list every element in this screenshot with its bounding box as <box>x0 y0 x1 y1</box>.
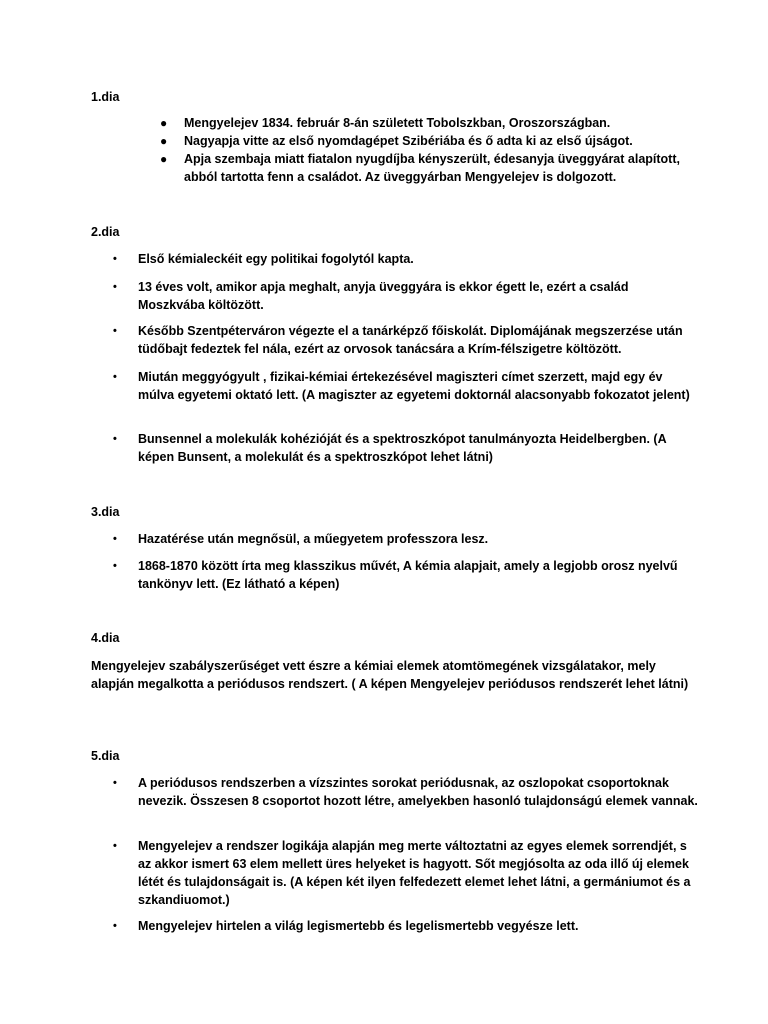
list-item: Mengyelejev a rendszer logikája alapján meg merte változtatni az egyes elemek sorrendjét, s az akkor ismert 63 elem mellett üres helyeket is hagyott. Sőt megjósolta az oda illő új elemek létét és tulajdonságait is. (A képen két ilyen felfedezett elemet lehet látni, a germániumot és a szkandiuomot.) <box>138 839 691 907</box>
list-item: Első kémialeckéit egy politikai fogolytól kapta. <box>138 252 414 266</box>
paragraph: Mengyelejev szabályszerűséget vett észre a kémiai elemek atomtömegének vizsgálatakor, mely alapján megalkotta a periódusos rendszert. ( A képen Mengyelejev periódusos rendszerét lehet látni) <box>91 659 689 691</box>
list-item: 1868-1870 között írta meg klasszikus művét, A kémia alapjait, amely a legjobb orosz nyelvű tankönyv lett. (Ez látható a képen) <box>138 559 678 591</box>
list-item: Hazatérése után megnősül, a műegyetem professzora lesz. <box>138 532 489 546</box>
list-item: Miután meggyógyult , fizikai-kémiai értekezésével magiszteri címet szerzett, majd egy év múlva egyetemi oktató lett. (A magiszter az egyetemi doktornál alacsonyabb fokozatot jelent) <box>138 370 690 402</box>
list-item: Később Szentpéterváron végezte el a tanárképző főiskolát. Diplomájának megszerzése után tüdőbajt fedeztek fel nála, ezért az orvosok tanácsára a Krím-félszigetre költözött. <box>138 324 683 356</box>
bullet-icon: • <box>113 325 117 337</box>
bullet-icon: • <box>113 840 117 852</box>
list-item: Apja szembaja miatt fiatalon nyugdíjba kényszerült, édesanyja üveggyárat alapított, abból tartotta fenn a családot. Az üveggyárban Mengyelejev is dolgozott. <box>184 152 680 184</box>
bullet-icon: • <box>113 777 117 789</box>
bullet-icon: • <box>113 371 117 383</box>
bullet-icon: • <box>113 433 117 445</box>
list-item: Bunsennel a molekulák kohézióját és a spektroszkópot tanulmányozta Heidelbergben. (A képen Bunsent, a molekulát és a spektroszkópot lehet látni) <box>138 432 667 464</box>
list-item: 13 éves volt, amikor apja meghalt, anyja üveggyára is ekkor égett le, ezért a család Moszkvába költözött. <box>138 280 629 312</box>
bullet-icon: • <box>113 920 117 932</box>
section-heading-2: 2.dia <box>91 225 120 239</box>
list-item: Mengyelejev 1834. február 8-án született Tobolszkban, Oroszországban. <box>184 116 611 130</box>
bullet-icon: ● <box>160 152 168 166</box>
bullet-icon: ● <box>160 116 168 130</box>
bullet-icon: • <box>113 281 117 293</box>
list-item: Nagyapja vitte az első nyomdagépet Szibériába és ő adta ki az első újságot. <box>184 134 633 148</box>
section-heading-3: 3.dia <box>91 505 120 519</box>
bullet-icon: • <box>113 533 117 545</box>
section-heading-5: 5.dia <box>91 749 120 763</box>
section-heading-1: 1.dia <box>91 90 120 104</box>
list-item: A periódusos rendszerben a vízszintes sorokat periódusnak, az oszlopokat csoportoknak nevezik. Összesen 8 csoportot hozott létre, amelyekben hasonló tulajdonságú elemek vannak. <box>138 776 698 808</box>
bullet-icon: • <box>113 253 117 265</box>
bullet-icon: • <box>113 560 117 572</box>
bullet-icon: ● <box>160 134 168 148</box>
list-item: Mengyelejev hirtelen a világ legismertebb és legelismertebb vegyésze lett. <box>138 919 579 933</box>
section-heading-4: 4.dia <box>91 631 120 645</box>
